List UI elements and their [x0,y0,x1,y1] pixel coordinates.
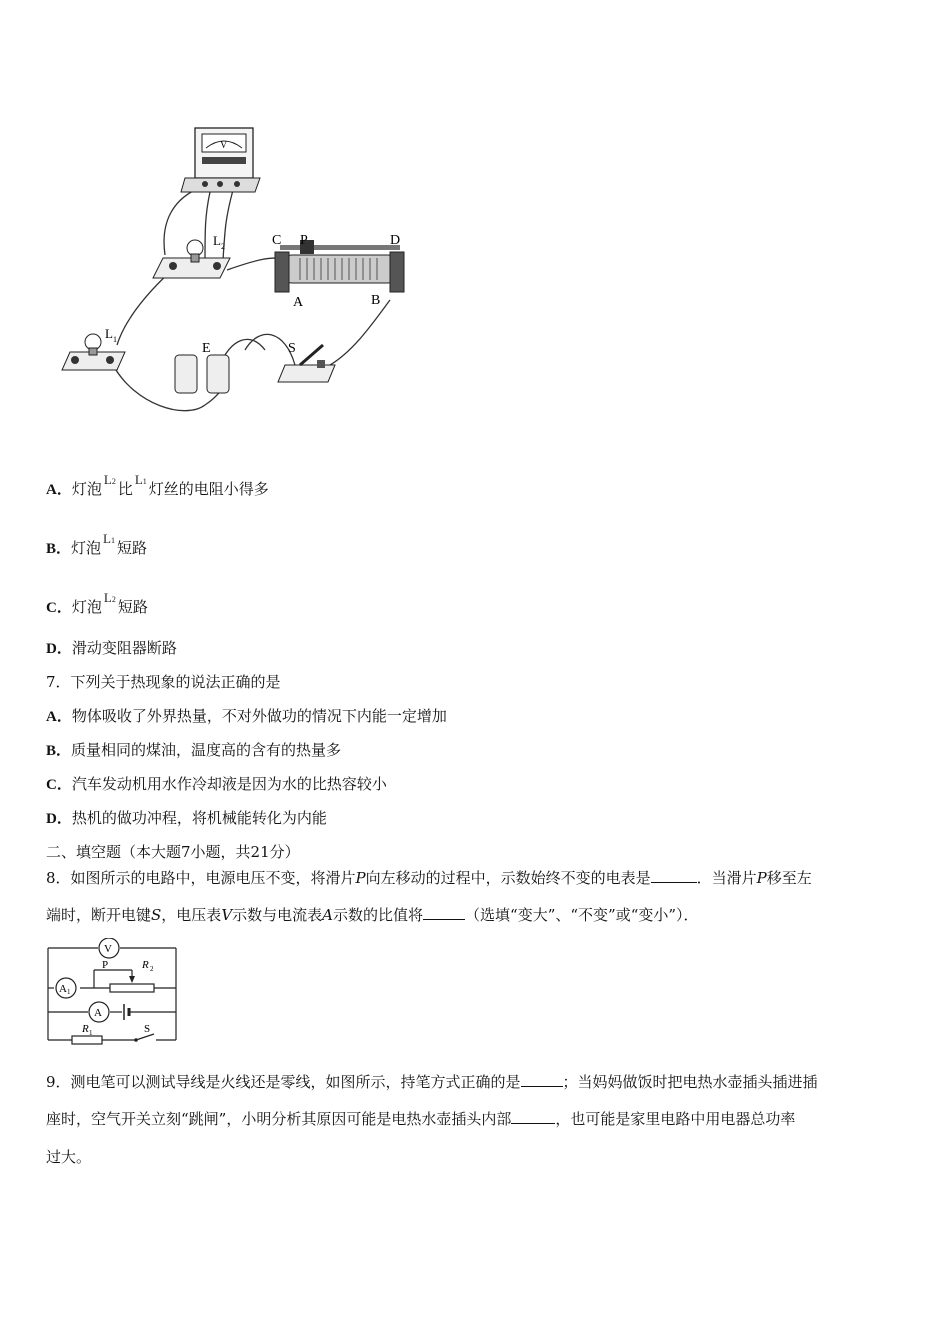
svg-text:1: 1 [89,1029,93,1037]
symbol-l2: L2 [103,590,116,605]
l2-label: L [213,233,221,248]
switch-s-label: S [144,1023,151,1035]
l1-label: L [105,326,113,341]
label-p: P [300,233,308,248]
label-s: S [288,341,296,356]
symbol-l1: L1 [103,531,115,546]
l1-sub: 1 [113,335,117,344]
q9-line1: 9．测电笔可以测试导线是火线还是零线，如图所示，持笔方式正确的是 ；当妈妈做饭时把电热水壶插头插进插 [46,1073,818,1091]
voltmeter-symbol: V [104,943,112,955]
ammeter-a-symbol: A [94,1007,102,1019]
rheostat-device [272,233,404,310]
circuit-apparatus-figure [55,120,435,420]
q6-option-d: D．滑动变阻器断路 [46,639,177,657]
l2-sub: 2 [221,242,225,251]
bulb-l1-board [62,326,125,370]
label-d: D [390,233,401,248]
svg-text:1: 1 [67,988,71,996]
answer-blank[interactable] [511,1111,555,1124]
label-b: B [371,293,381,308]
q7-option-c: C．汽车发动机用水作冷却液是因为水的比热容较小 [46,775,387,793]
q8-line2: 端时，断开电键S，电压表V示数与电流表A示数的比值将 （选填“变大”、“不变”或“变小”）． [46,906,699,924]
battery-e [175,341,229,393]
q7-stem: 7．下列关于热现象的说法正确的是 [46,673,281,691]
q6-option-b: B．灯泡L1 短路 [46,531,147,557]
section-title: 二、填空题（本大题7小题，共21分） [46,843,300,861]
circuit-schematic-figure [44,938,184,1048]
symbol-l1: L1 [134,472,147,487]
answer-blank[interactable] [651,870,697,883]
q7-option-d: D．热机的做功冲程，将机械能转化为内能 [46,809,327,827]
q7-option-a: A．物体吸收了外界热量，不对外做功的情况下内能一定增加 [46,707,447,725]
q8-line1: 8．如图所示的电路中，电源电压不变，将滑片P向左移动的过程中，示数始终不变的电表是 ．当滑片P移至左 [46,869,812,887]
label-c: C [272,233,282,248]
symbol-l2: L2 [103,472,116,487]
answer-blank[interactable] [521,1074,563,1087]
voltmeter-label: V [220,140,228,151]
svg-text:2: 2 [150,965,154,973]
r2-label: R [142,959,149,971]
q6-option-a: A．灯泡L2 比L1 灯丝的电阻小得多 [46,472,269,498]
r1-label: R [82,1023,89,1035]
q7-option-b: B．质量相同的煤油，温度高的含有的热量多 [46,741,342,759]
voltmeter-device [181,128,260,192]
ammeter-a1-symbol: A [59,983,67,995]
slider-p-label: P [102,959,109,971]
q9-line3: 过大。 [46,1148,92,1166]
label-a: A [293,295,304,310]
answer-blank[interactable] [423,907,465,920]
label-e: E [202,341,211,356]
q6-option-c: C．灯泡L2 短路 [46,590,148,616]
switch-s [278,341,335,382]
q9-line2: 座时，空气开关立刻“跳闸”，小明分析其原因可能是电热水壶插头内部 ，也可能是家里电路中用电器总功率 [46,1110,796,1128]
